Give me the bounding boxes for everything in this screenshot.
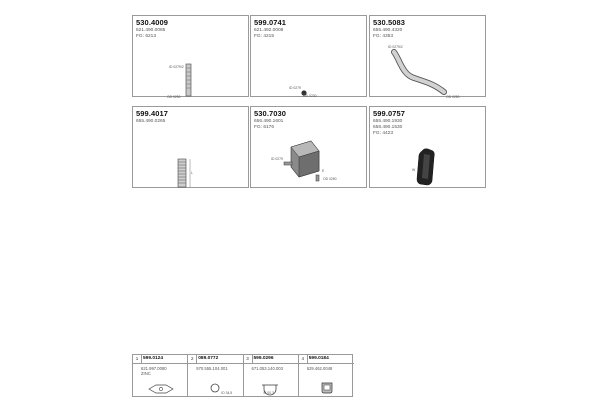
part-reference: 655.490.4320 [373,28,403,33]
dimension-label: ID 0279/2 [169,65,184,69]
dimension-label: OD 0230 [303,94,317,98]
part-card-530-4009[interactable] [132,15,249,97]
accessory-reference: 629.462.0048 [306,366,333,371]
part-card-599-0741[interactable] [250,15,367,97]
heat-shield-illustration [370,107,487,189]
accessory-cell[interactable] [188,355,243,396]
part-code: 530.7030 [254,109,287,118]
part-reference: 655.490.1930 [373,119,403,124]
u-bolt-clamp-icon [244,355,299,396]
part-code: 530.5083 [373,18,406,27]
accessory-number: 3 [244,355,253,363]
part-code: 599.0741 [254,18,287,27]
part-card-530-7030[interactable] [250,106,367,188]
accessory-reference: 970.555.104.001 [196,366,228,371]
silencer-illustration [251,107,368,189]
accessory-number: 4 [299,355,308,363]
dimension-label: OD 0250 [446,95,460,99]
part-card-599-4017[interactable] [132,106,249,188]
bracket-icon [299,355,354,396]
part-card-530-5083[interactable] [369,15,486,97]
rubber-ring-illustration [251,16,368,98]
bent-pipe-illustration [370,16,487,98]
part-card-599-0757[interactable] [369,106,486,188]
dimension-label: W [412,168,416,172]
part-code: 599.4017 [136,109,169,118]
accessories-table [132,354,353,397]
part-reference: FG: 4353 [373,34,393,39]
part-reference: 655.490.0265 [136,119,166,124]
clamp-plate-icon [133,355,188,396]
accessory-code: 089.0772 [198,356,219,361]
dimension-label: ID 34,5 [221,391,233,395]
part-reference: 621.490.0085 [136,28,166,33]
accessory-cell[interactable] [244,355,299,396]
accessory-reference: 621.997.0080 [141,366,167,371]
ring-clamp-icon [188,355,243,396]
part-code: 530.4009 [136,18,169,27]
dimension-label: ID 0279 [289,86,301,90]
accessory-reference: 671.053.140.003 [251,366,283,371]
dimension-label: M 00,3 [263,391,274,395]
part-reference: 621.492.0008 [254,28,284,33]
accessory-code: 599.0184 [308,356,329,361]
accessory-number: 2 [188,355,197,363]
part-reference: FG: 6176 [254,125,274,130]
accessory-number: 1 [133,355,142,363]
dimension-label: E [322,169,325,173]
tailpipe-illustration [133,16,250,98]
accessory-cell[interactable] [133,355,188,396]
dimension-label: ID 0279 [271,157,283,161]
dimension-label: ID 0279/2 [388,45,403,49]
dimension-label: OD 0250 [167,95,181,99]
dimension-label: OD 0250 [323,177,337,181]
part-reference: FG: 4423 [373,131,393,136]
part-code: 599.0757 [373,109,406,118]
dimension-label: L [191,171,193,175]
accessory-code: 599.0296 [253,356,274,361]
part-reference: FG: 4215 [254,34,274,39]
accessory-reference: ZINC [141,371,151,376]
part-reference: FG: 6213 [136,34,156,39]
accessory-cell[interactable] [299,355,354,396]
flexible-pipe-illustration [133,107,250,189]
accessory-code: 599.0124 [143,356,164,361]
part-reference: 656.490.1601 [254,119,284,124]
part-reference: 658.490.1530 [373,125,403,130]
